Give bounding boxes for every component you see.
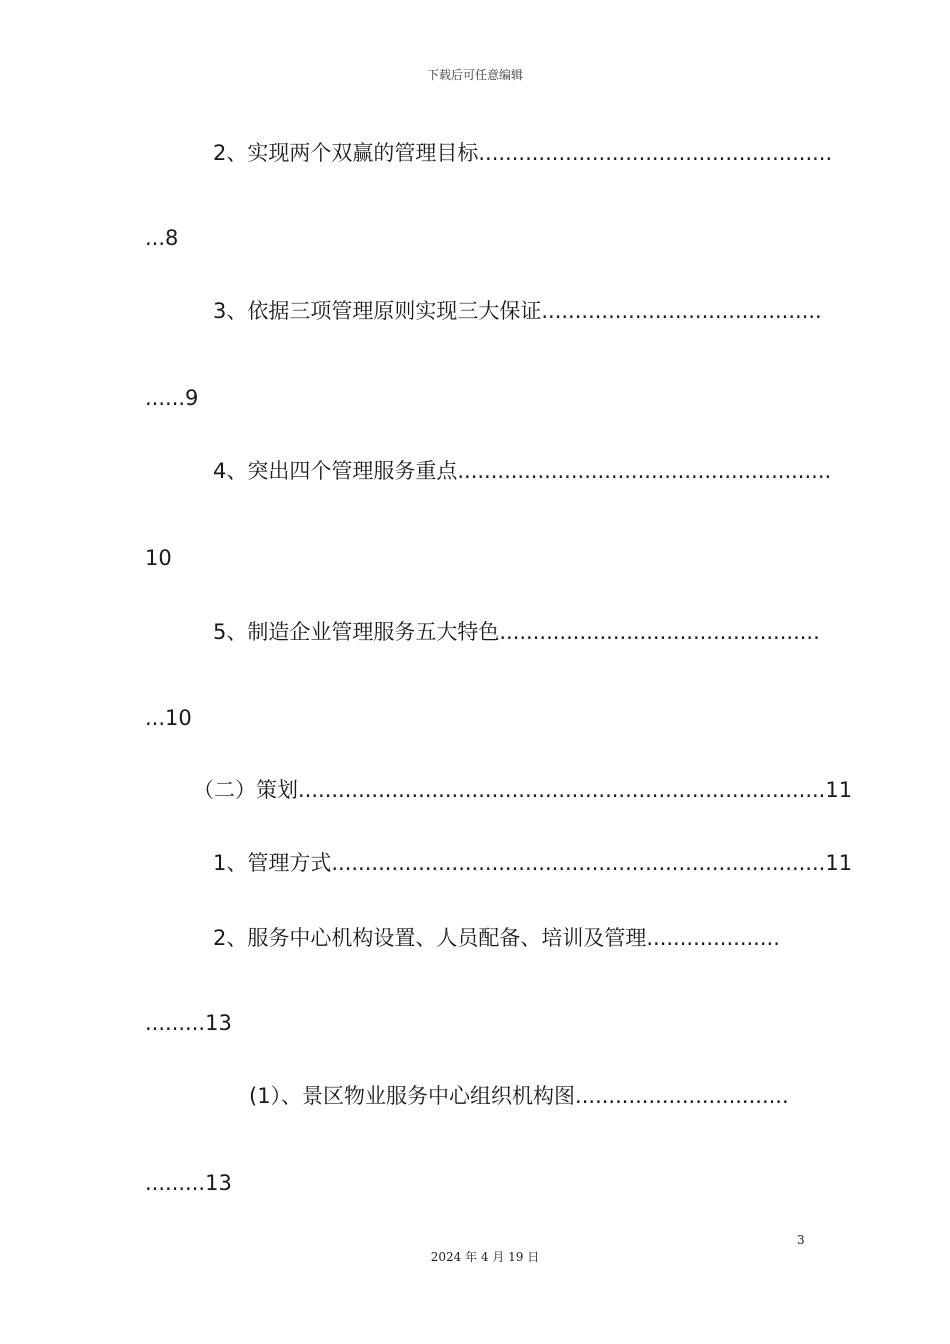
toc-entry-page-number: .........13 (145, 1011, 232, 1035)
toc-entry-3-three-principles[interactable]: 3、依据三项管理原则实现三大保证.......................................... (213, 299, 822, 323)
header-note: 下载后可任意编辑 (426, 68, 523, 82)
footer-date: 2024 年 4 月 19 日 (430, 1250, 540, 1264)
toc-entry-planning[interactable]: （二）策划...............................................................................11 (193, 778, 853, 802)
toc-entry-2-organization-staffing[interactable]: 2、服务中心机构设置、人员配备、培训及管理.................... (213, 926, 780, 950)
toc-entry-2-win-win-goals[interactable]: 2、实现两个双赢的管理目标..................................................... (213, 141, 833, 165)
toc-entry-page-number: .........13 (145, 1171, 232, 1195)
page-number: 3 (797, 1233, 805, 1247)
toc-entry-page-number: ......9 (145, 386, 199, 410)
toc-entry-4-four-key-points[interactable]: 4、突出四个管理服务重点........................................................ (213, 459, 832, 483)
toc-entry-1-org-chart[interactable]: (1）、景区物业服务中心组织机构图................................ (249, 1084, 789, 1108)
toc-entry-page-number: ...10 (145, 706, 192, 730)
toc-entry-1-management-method[interactable]: 1、管理方式..........................................................................11 (213, 851, 853, 875)
toc-entry-page-number: 10 (145, 546, 172, 570)
toc-entry-5-five-features[interactable]: 5、制造企业管理服务五大特色................................................ (213, 620, 820, 644)
toc-entry-page-number: ...8 (145, 226, 179, 250)
